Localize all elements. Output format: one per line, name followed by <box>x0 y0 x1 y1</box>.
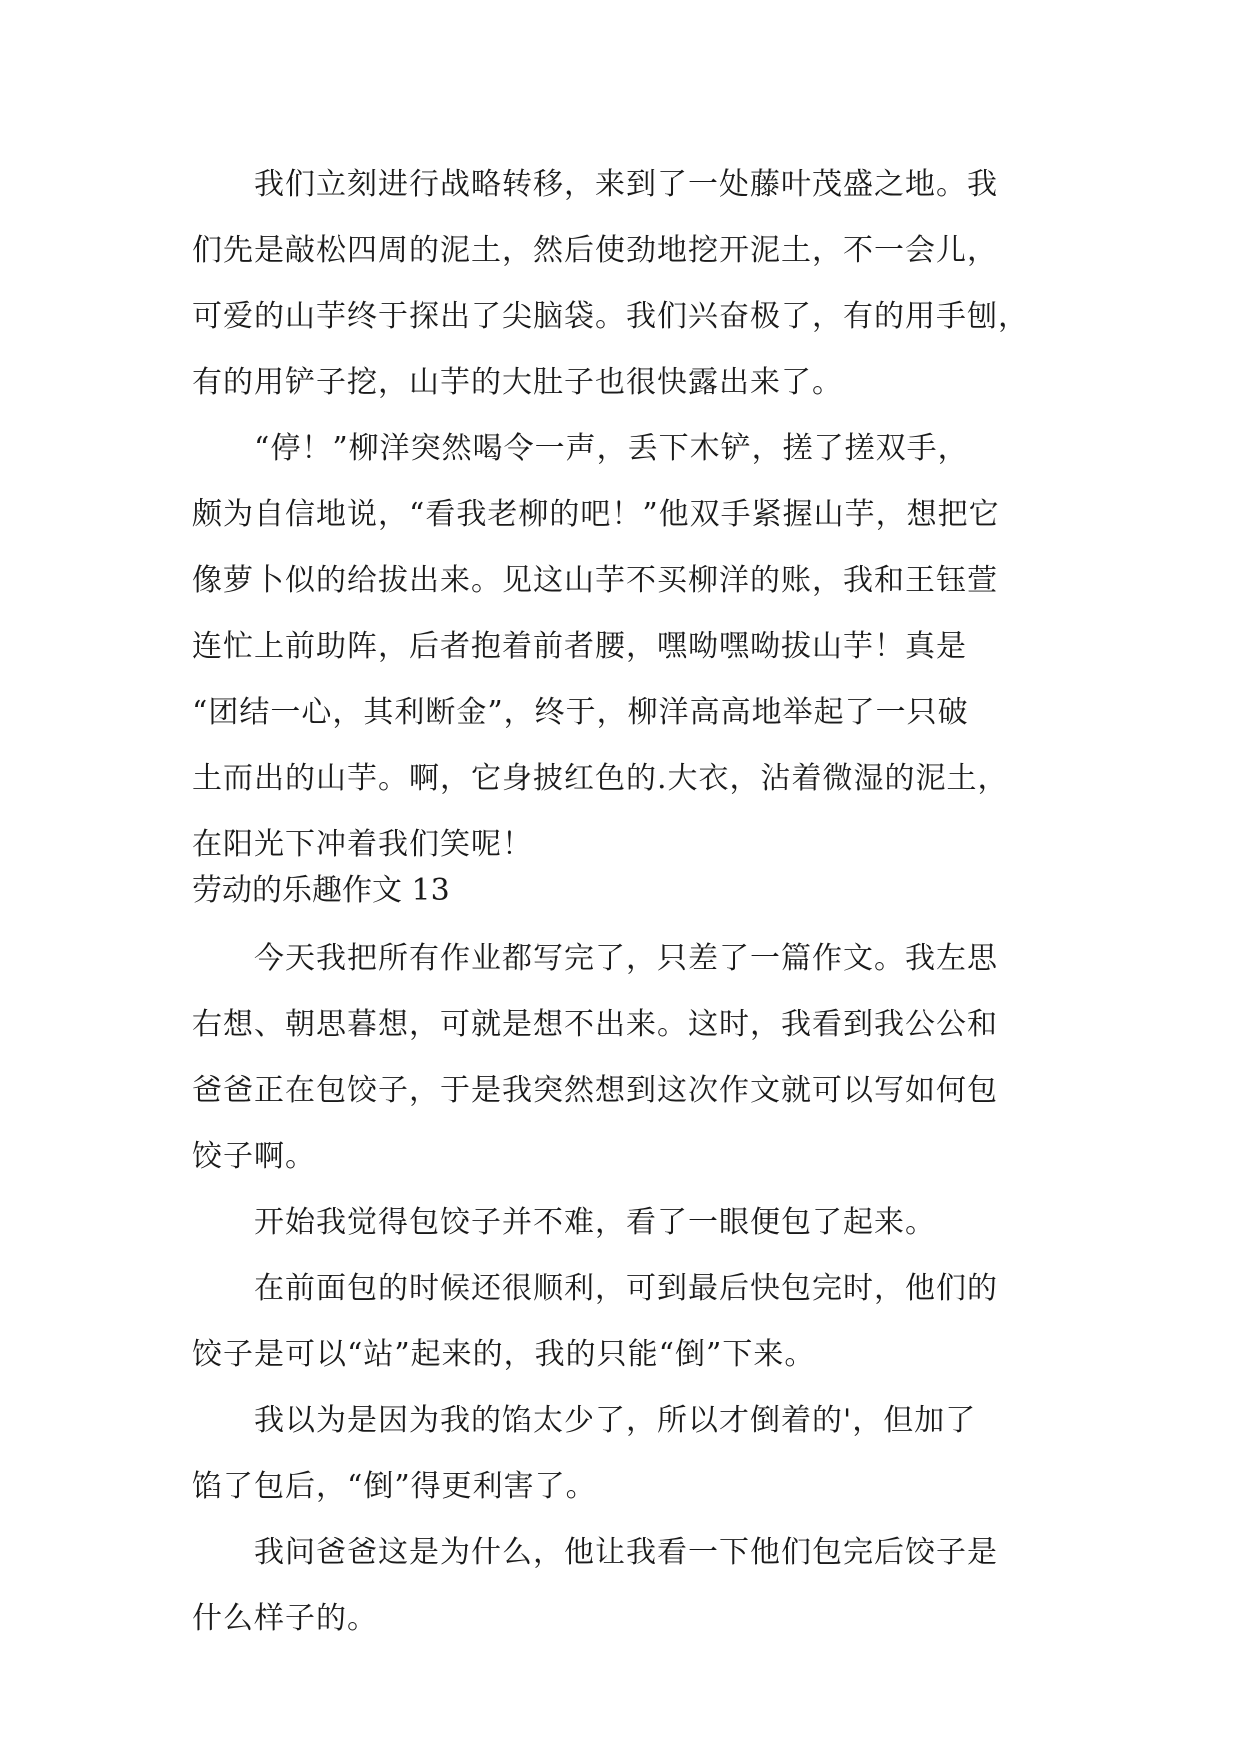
text-line: 我以为是因为我的馅太少了，所以才倒着的'，但加了 <box>254 1403 977 1438</box>
text-line: 爸爸正在包饺子，于是我突然想到这次作文就可以写如何包 <box>192 1073 998 1108</box>
text-line: 土而出的山芋。啊，它身披红色的.大衣，沾着微湿的泥土， <box>192 761 1009 796</box>
text-line: 馅了包后，“倒”得更利害了。 <box>192 1469 597 1504</box>
text-line: 什么样子的。 <box>192 1601 378 1636</box>
text-line: 我们立刻进行战略转移，来到了一处藤叶茂盛之地。我 <box>254 167 998 202</box>
text-line: 颇为自信地说，“看我老柳的吧！”他双手紧握山芋，想把它 <box>192 497 1000 532</box>
text-line: “停！”柳洋突然喝令一声，丢下木铲，搓了搓双手， <box>254 431 969 466</box>
text-line: 连忙上前助阵，后者抱着前者腰，嘿呦嘿呦拔山芋！真是 <box>192 629 967 664</box>
text-line: 可爱的山芋终于探出了尖脑袋。我们兴奋极了，有的用手刨， <box>192 299 1029 334</box>
text-line: 饺子是可以“站”起来的，我的只能“倒”下来。 <box>192 1337 816 1372</box>
paragraph-group-2 <box>192 926 1072 1652</box>
text-line: 开始我觉得包饺子并不难，看了一眼便包了起来。 <box>254 1205 936 1240</box>
text-line: 我问爸爸这是为什么，他让我看一下他们包完后饺子是 <box>254 1535 998 1570</box>
text-line: 们先是敲松四周的泥土，然后使劲地挖开泥土，不一会儿， <box>192 233 998 268</box>
text-line: 饺子啊。 <box>192 1139 316 1174</box>
text-line: 在阳光下冲着我们笑呢！ <box>192 827 533 862</box>
text-line: “团结一心，其利断金”，终于，柳洋高高地举起了一只破 <box>192 695 969 730</box>
section-heading: 劳动的乐趣作文 13 <box>192 873 450 908</box>
text-line: 像萝卜似的给拔出来。见这山芋不买柳洋的账，我和王钰萱 <box>192 563 998 598</box>
text-line: 有的用铲子挖，山芋的大肚子也很快露出来了。 <box>192 365 843 400</box>
text-line: 在前面包的时候还很顺利，可到最后快包完时，他们的 <box>254 1271 998 1306</box>
text-line: 右想、朝思暮想，可就是想不出来。这时，我看到我公公和 <box>192 1007 998 1042</box>
text-line: 今天我把所有作业都写完了，只差了一篇作文。我左思 <box>254 941 998 976</box>
paragraph-group-1 <box>192 152 1072 878</box>
